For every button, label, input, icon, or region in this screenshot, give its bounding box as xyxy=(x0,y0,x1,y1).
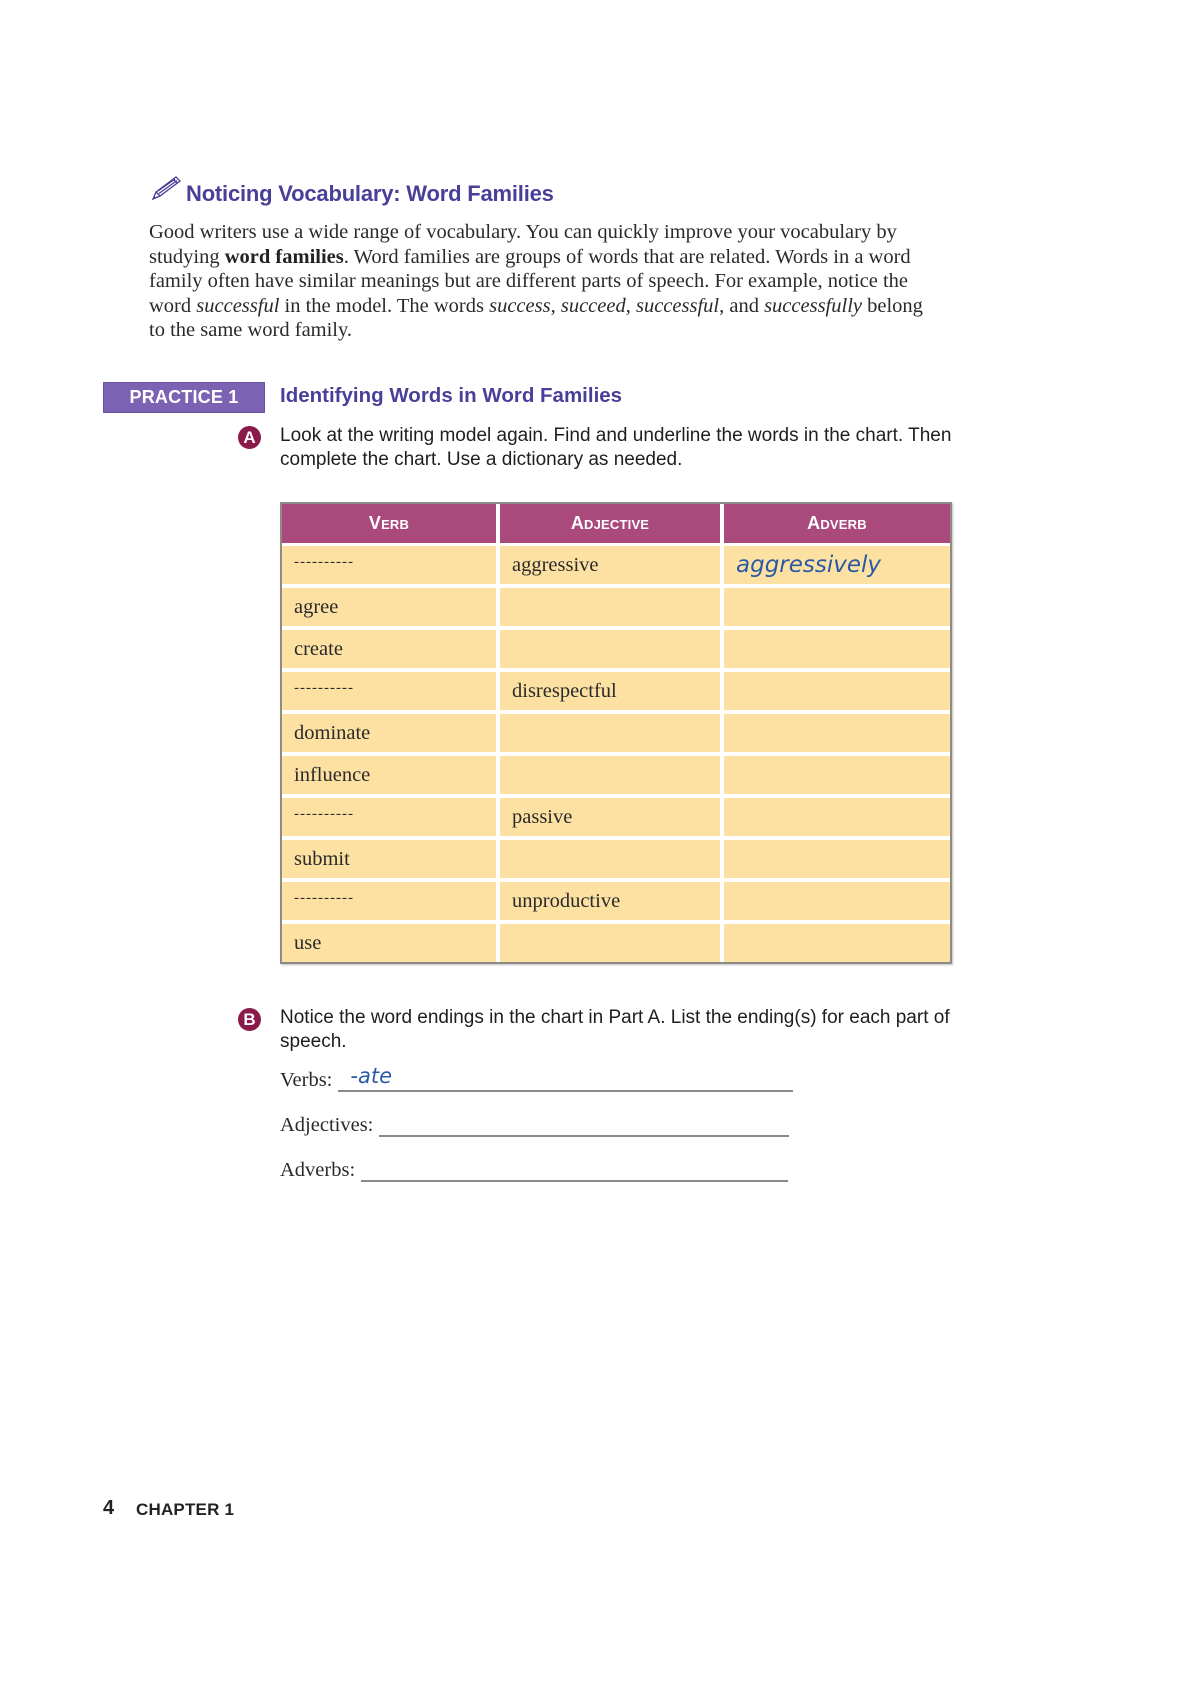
chapter-label: CHAPTER 1 xyxy=(136,1500,235,1519)
part-b-badge: B xyxy=(238,1008,261,1031)
adjectives-answer-line[interactable] xyxy=(379,1111,789,1137)
adverbs-field-row xyxy=(280,1156,788,1182)
verb-cell-text: create xyxy=(294,637,343,660)
adjective-cell[interactable] xyxy=(500,630,724,672)
intro-italic-word: success xyxy=(489,294,551,317)
adjective-cell xyxy=(500,798,724,840)
verb-cell-text: agree xyxy=(294,595,339,618)
chart-row xyxy=(282,840,950,882)
chart-header-row xyxy=(282,504,950,546)
verbs-field-row xyxy=(280,1066,793,1092)
adjective-cell xyxy=(500,672,724,714)
intro-italic-word: successful xyxy=(196,294,280,317)
intro-text: belong to the same word family. xyxy=(149,294,923,342)
adverb-cell[interactable] xyxy=(724,798,950,840)
chart-row xyxy=(282,756,950,798)
header-adverb: Adverb xyxy=(724,504,950,546)
adjectives-label: Adjectives: xyxy=(280,1114,374,1136)
adverb-cell[interactable] xyxy=(724,882,950,924)
verb-cell-text: dominate xyxy=(294,721,371,744)
adjective-cell[interactable] xyxy=(500,588,724,630)
adjectives-field-row xyxy=(280,1111,789,1137)
verb-cell xyxy=(282,756,500,798)
page-number: 4 xyxy=(103,1497,115,1519)
intro-paragraph xyxy=(149,220,929,343)
adverb-cell[interactable] xyxy=(724,588,950,630)
adverb-cell[interactable] xyxy=(724,672,950,714)
chart-row xyxy=(282,546,950,588)
intro-text: , xyxy=(550,294,561,317)
part-a-instruction: Look at the writing model again. Find and underline the words in the chart. Then complete the chart. Use a dictionary as needed. xyxy=(280,425,952,470)
verb-cell xyxy=(282,588,500,630)
adverb-cell[interactable] xyxy=(724,756,950,798)
verb-cell xyxy=(282,672,500,714)
practice-title: Identifying Words in Word Families xyxy=(280,384,623,407)
adjective-cell-text: unproductive xyxy=(512,889,621,912)
chart-row xyxy=(282,882,950,924)
verbs-label: Verbs: xyxy=(280,1069,333,1091)
verb-cell xyxy=(282,630,500,672)
intro-text: , and xyxy=(719,294,765,317)
adjective-cell[interactable] xyxy=(500,840,724,882)
header-adjective: Adjective xyxy=(500,504,724,546)
blank-placeholder: ---------- xyxy=(294,553,354,570)
verb-cell xyxy=(282,798,500,840)
intro-bold-term: word families xyxy=(224,245,344,268)
word-family-chart xyxy=(280,502,952,964)
header-verb: Verb xyxy=(282,504,500,546)
adjective-cell[interactable] xyxy=(500,714,724,756)
verbs-answer: -ate xyxy=(350,1064,392,1088)
practice-label: PRACTICE 1 xyxy=(103,382,265,413)
intro-text: , xyxy=(625,294,636,317)
intro-text: Good writers use a wide range of vocabulary. You can quickly improve your vocabulary by studying xyxy=(149,221,897,268)
section-heading xyxy=(150,174,554,207)
verb-cell-text: influence xyxy=(294,763,371,786)
adjective-cell[interactable] xyxy=(500,924,724,962)
adverb-cell[interactable] xyxy=(724,630,950,672)
adjective-cell-text: aggressive xyxy=(512,553,599,576)
chart-row xyxy=(282,714,950,756)
verb-cell xyxy=(282,840,500,882)
verb-cell xyxy=(282,546,500,588)
handwritten-answer: aggressively xyxy=(736,552,882,578)
blank-placeholder: ---------- xyxy=(294,805,354,822)
verbs-answer-line[interactable] xyxy=(338,1066,793,1092)
adverbs-answer-line[interactable] xyxy=(361,1156,788,1182)
chart-row xyxy=(282,630,950,672)
blank-placeholder: ---------- xyxy=(294,889,354,906)
intro-italic-word: succeed xyxy=(560,294,626,317)
verb-cell-text: use xyxy=(294,931,322,954)
section-title: Noticing Vocabulary: Word Families xyxy=(186,181,554,206)
part-b-instruction: Notice the word endings in the chart in Part A. List the ending(s) for each part of speech. xyxy=(280,1007,950,1052)
adjective-cell[interactable] xyxy=(500,756,724,798)
adverbs-label: Adverbs: xyxy=(280,1159,356,1181)
part-a-badge: A xyxy=(238,426,261,449)
chart-row xyxy=(282,588,950,630)
adverb-cell[interactable] xyxy=(724,546,950,588)
chart-row xyxy=(282,798,950,840)
verb-cell xyxy=(282,714,500,756)
adjective-cell xyxy=(500,882,724,924)
adverb-cell[interactable] xyxy=(724,840,950,882)
blank-placeholder: ---------- xyxy=(294,679,354,696)
chart-row xyxy=(282,672,950,714)
chart-row xyxy=(282,924,950,962)
verb-cell xyxy=(282,924,500,962)
verb-cell-text: submit xyxy=(294,847,350,870)
intro-text: . Word families are groups of words that are related. Words in a word family often have similar meanings but are different parts of speech. For example, notice the word xyxy=(149,245,911,317)
adjective-cell-text: disrespectful xyxy=(512,679,617,702)
intro-italic-word: successful xyxy=(635,294,720,317)
adverb-cell[interactable] xyxy=(724,714,950,756)
intro-italic-word: successfully xyxy=(764,294,862,317)
adjective-cell xyxy=(500,546,724,588)
intro-text: in the model. The words xyxy=(279,294,490,317)
verb-cell xyxy=(282,882,500,924)
pencil-icon xyxy=(150,174,184,207)
adjective-cell-text: passive xyxy=(512,805,573,828)
adverb-cell[interactable] xyxy=(724,924,950,962)
